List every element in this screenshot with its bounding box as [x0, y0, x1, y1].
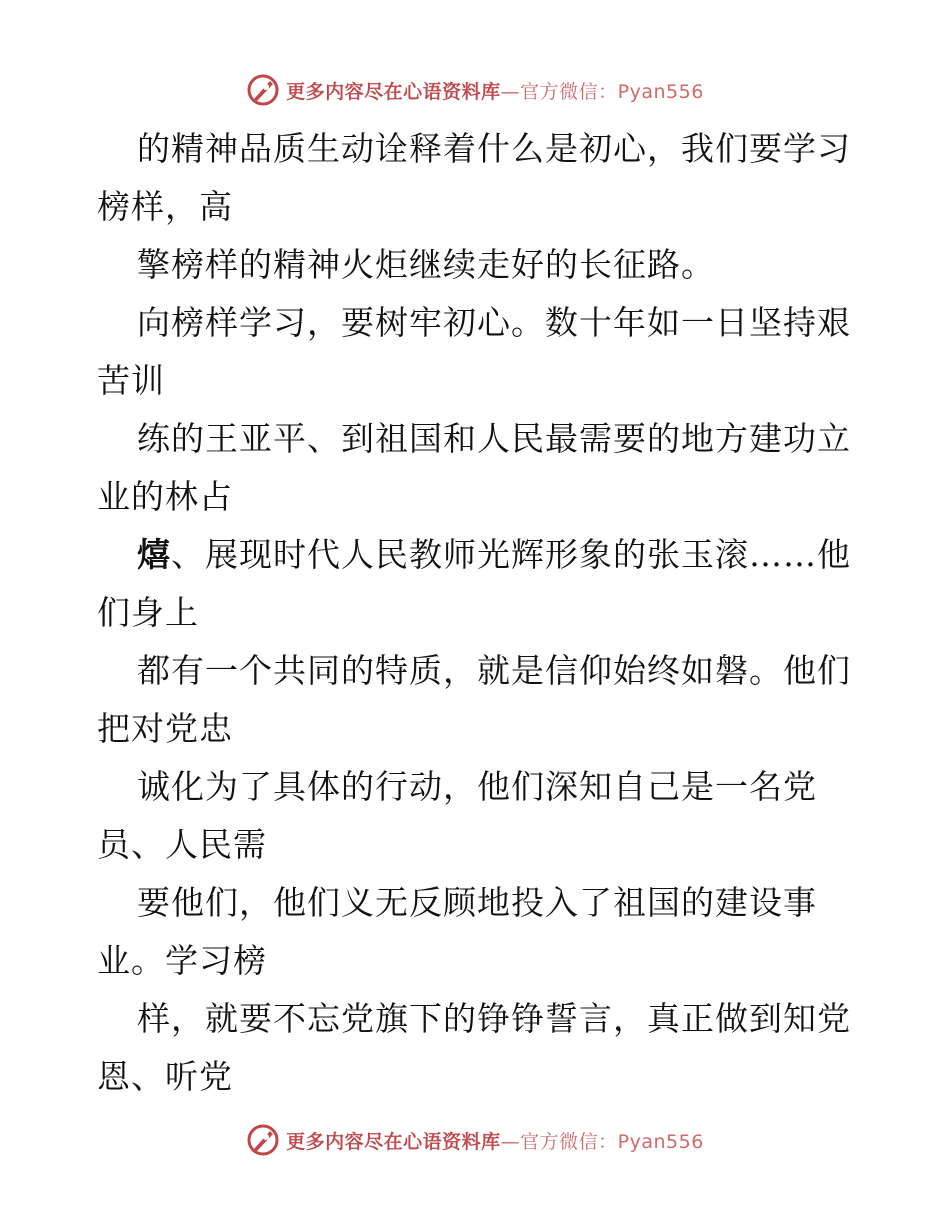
- text-line: [97, 352, 857, 410]
- text-line: [97, 410, 857, 468]
- line-text: 员、人民需: [97, 825, 267, 864]
- text-line: [97, 120, 857, 178]
- text-line: [97, 990, 857, 1048]
- footer-watermark: [0, 1120, 950, 1160]
- text-line: [97, 526, 857, 584]
- line-text: 向榜样学习，要树牢初心。数十年如一日坚持艰: [137, 303, 851, 342]
- watermark-sub: —官方微信：Pyan556: [500, 1130, 704, 1153]
- line-text: 练的王亚平、到祖国和人民最需要的地方建功立: [137, 419, 851, 458]
- header-watermark: [0, 70, 950, 110]
- line-text: 业的林占: [97, 477, 233, 516]
- line-text: 恩、听党: [97, 1057, 233, 1096]
- line-text: 业。学习榜: [97, 941, 267, 980]
- text-line: [97, 236, 857, 294]
- line-text: 诚化为了具体的行动，他们深知自己是一名党: [137, 767, 817, 806]
- text-line: [97, 874, 857, 932]
- text-line: [97, 294, 857, 352]
- line-text: 、展现时代人民教师光辉形象的张玉滚……他: [171, 535, 851, 574]
- text-line: [97, 700, 857, 758]
- text-line: [97, 1048, 857, 1106]
- line-text: 要他们，他们义无反顾地投入了祖国的建设事: [137, 883, 817, 922]
- line-text: 样，就要不忘党旗下的铮铮誓言，真正做到知党: [137, 999, 851, 1038]
- text-line: [97, 178, 857, 236]
- text-line: [97, 468, 857, 526]
- line-text: 把对党忠: [97, 709, 233, 748]
- watermark-main: 更多内容尽在心语资料库: [286, 80, 501, 103]
- text-line: [97, 758, 857, 816]
- line-text: 榜样，高: [97, 187, 233, 226]
- line-text: 都有一个共同的特质，就是信仰始终如磐。他们: [137, 651, 851, 690]
- watermark-sub: —官方微信：Pyan556: [500, 80, 704, 103]
- quill-circle-icon: [246, 1123, 280, 1157]
- text-line: [97, 642, 857, 700]
- line-text: 苦训: [97, 361, 165, 400]
- text-line: [97, 584, 857, 642]
- watermark-main: 更多内容尽在心语资料库: [286, 1130, 501, 1153]
- line-text: 擎榜样的精神火炬继续走好的长征路。: [137, 245, 715, 284]
- text-line: [97, 932, 857, 990]
- lead-character: 熺: [137, 535, 171, 574]
- watermark-text: [286, 1127, 704, 1154]
- watermark-text: [286, 77, 704, 104]
- document-body: [97, 120, 857, 1106]
- line-text: 们身上: [97, 593, 199, 632]
- text-line: [97, 816, 857, 874]
- line-text: 的精神品质生动诠释着什么是初心，我们要学习: [137, 129, 851, 168]
- quill-circle-icon: [246, 73, 280, 107]
